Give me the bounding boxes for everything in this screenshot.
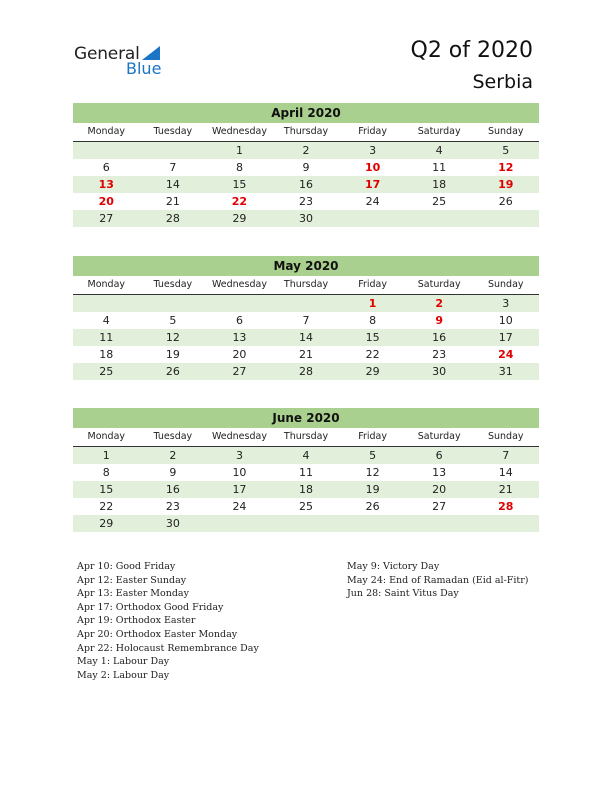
holiday-entry: Apr 20: Orthodox Easter Monday	[77, 628, 238, 640]
day-cell: 5	[369, 449, 377, 462]
week-row	[73, 159, 539, 176]
day-cell: 24	[232, 500, 247, 513]
holiday-day-cell: 2	[435, 297, 443, 310]
logo-triangle-icon	[142, 46, 160, 60]
day-cell: 20	[232, 348, 247, 361]
day-cell	[140, 142, 207, 159]
holiday-entry: Apr 10: Good Friday	[77, 561, 176, 572]
day-cell: 6	[102, 161, 110, 174]
holiday-day-cell: 19	[498, 178, 514, 191]
day-cell	[73, 295, 140, 312]
day-cell: 11	[432, 161, 447, 174]
holiday-entry: Apr 13: Easter Monday	[77, 588, 189, 600]
day-cell: 16	[432, 331, 447, 344]
day-cell	[140, 295, 207, 312]
day-cell: 30	[165, 517, 180, 530]
day-cell: 23	[165, 500, 180, 513]
day-cell: 27	[432, 500, 447, 513]
week-row	[73, 193, 539, 210]
day-cell: 18	[432, 178, 447, 191]
day-cell: 23	[432, 348, 447, 361]
holiday-entry: Apr 12: Easter Sunday	[77, 574, 187, 586]
day-cell: 2	[169, 449, 177, 462]
holiday-entry: May 2: Labour Day	[77, 669, 170, 681]
day-cell	[73, 142, 140, 159]
logo-text-blue: Blue	[126, 59, 162, 78]
holiday-entry: Jun 28: Saint Vitus Day	[347, 588, 459, 600]
week-row	[73, 329, 539, 346]
day-cell: 4	[302, 449, 310, 462]
month-title: April 2020	[73, 103, 539, 123]
day-cell: 2	[302, 144, 310, 157]
holiday-day-cell: 12	[498, 161, 514, 174]
holiday-day-cell: 17	[364, 178, 381, 191]
day-cell	[406, 210, 473, 227]
holiday-entry: May 9: Victory Day	[347, 561, 440, 572]
day-cell: 14	[165, 178, 180, 191]
week-row	[73, 481, 539, 498]
day-cell: 26	[498, 195, 513, 208]
day-cell: 25	[299, 500, 314, 513]
day-cell: 3	[502, 297, 510, 310]
day-cell: 13	[232, 331, 247, 344]
week-row	[73, 312, 539, 329]
day-cell: 13	[432, 466, 447, 479]
day-cell	[339, 210, 406, 227]
day-cell: 22	[99, 500, 114, 513]
day-cell: 8	[235, 161, 243, 174]
day-cell: 27	[99, 212, 114, 225]
day-cell: 4	[435, 144, 443, 157]
weekday-header-row	[73, 123, 539, 142]
day-cell: 16	[299, 178, 314, 191]
week-row	[73, 176, 539, 193]
day-cell	[273, 515, 340, 532]
holiday-list-right	[347, 560, 528, 601]
holiday-day-cell: 22	[231, 195, 248, 208]
day-cell: 7	[502, 449, 510, 462]
day-cell: 12	[165, 331, 180, 344]
weekday-label: Wednesday	[211, 126, 267, 137]
weekday-header-row	[73, 428, 539, 447]
week-row	[73, 464, 539, 481]
day-cell: 5	[502, 144, 510, 157]
day-cell: 26	[365, 500, 380, 513]
day-cell: 29	[99, 517, 114, 530]
day-cell: 15	[232, 178, 247, 191]
weekday-label: Wednesday	[211, 279, 267, 290]
day-cell: 3	[369, 144, 377, 157]
day-cell: 14	[498, 466, 513, 479]
weekday-header-row	[73, 276, 539, 295]
weekday-label: Sunday	[487, 126, 524, 137]
weekday-label: Saturday	[417, 431, 461, 442]
weekday-label: Tuesday	[153, 126, 193, 137]
day-cell: 28	[299, 365, 314, 378]
weekday-label: Thursday	[283, 279, 329, 290]
country-name: Serbia	[472, 71, 533, 93]
holiday-day-cell: 24	[498, 348, 514, 361]
day-cell: 16	[165, 483, 180, 496]
day-cell	[472, 515, 539, 532]
holiday-entry: May 24: End of Ramadan (Eid al-Fitr)	[347, 574, 529, 586]
holiday-entry: May 1: Labour Day	[77, 656, 170, 668]
holiday-day-cell: 13	[98, 178, 114, 191]
day-cell: 6	[235, 314, 243, 327]
holiday-day-cell: 9	[435, 314, 443, 327]
week-row	[73, 142, 539, 159]
day-cell: 19	[165, 348, 180, 361]
day-cell: 11	[299, 466, 314, 479]
day-cell	[339, 515, 406, 532]
day-cell: 25	[99, 365, 114, 378]
weekday-label: Friday	[358, 431, 387, 442]
week-row	[73, 515, 539, 532]
weekday-label: Monday	[87, 431, 126, 442]
day-cell: 21	[498, 483, 513, 496]
month-title: May 2020	[73, 256, 539, 276]
day-cell: 24	[365, 195, 380, 208]
holiday-day-cell: 1	[368, 297, 377, 310]
weekday-label: Monday	[87, 279, 126, 290]
weekday-label: Tuesday	[153, 279, 193, 290]
weekday-label: Thursday	[283, 431, 329, 442]
week-row	[73, 346, 539, 363]
day-cell: 6	[435, 449, 443, 462]
day-cell: 11	[99, 331, 114, 344]
logo-text-general: General	[74, 44, 140, 64]
week-row	[73, 498, 539, 515]
day-cell: 18	[99, 348, 114, 361]
day-cell: 31	[498, 365, 513, 378]
holiday-day-cell: 28	[498, 500, 514, 513]
day-cell	[472, 210, 539, 227]
day-cell: 8	[102, 466, 110, 479]
day-cell: 8	[369, 314, 377, 327]
day-cell	[406, 515, 473, 532]
day-cell: 20	[432, 483, 447, 496]
day-cell: 27	[232, 365, 247, 378]
day-cell: 9	[169, 466, 177, 479]
month-calendar	[73, 103, 539, 227]
day-cell: 17	[498, 331, 513, 344]
day-cell: 10	[232, 466, 247, 479]
month-calendar	[73, 256, 539, 380]
page-title: Q2 of 2020	[410, 38, 533, 63]
weekday-label: Sunday	[487, 431, 524, 442]
logo	[74, 44, 184, 78]
day-cell: 9	[302, 161, 310, 174]
day-cell: 15	[365, 331, 380, 344]
holiday-day-cell: 10	[364, 161, 381, 174]
day-cell: 23	[299, 195, 314, 208]
weekday-label: Monday	[87, 126, 126, 137]
holiday-entry: Apr 19: Orthodox Easter	[77, 615, 196, 627]
day-cell: 28	[165, 212, 180, 225]
weekday-label: Friday	[358, 126, 387, 137]
holiday-day-cell: 20	[98, 195, 114, 208]
weekday-label: Tuesday	[153, 431, 193, 442]
month-calendar	[73, 408, 539, 532]
day-cell: 19	[365, 483, 380, 496]
day-cell: 26	[165, 365, 180, 378]
day-cell: 7	[302, 314, 310, 327]
week-row	[73, 363, 539, 380]
day-cell: 30	[432, 365, 447, 378]
day-cell	[206, 295, 273, 312]
weekday-label: Thursday	[283, 126, 329, 137]
day-cell: 22	[365, 348, 380, 361]
day-cell: 18	[299, 483, 314, 496]
day-cell: 4	[102, 314, 110, 327]
day-cell: 1	[235, 144, 243, 157]
day-cell: 29	[232, 212, 247, 225]
day-cell: 3	[235, 449, 243, 462]
weekday-label: Friday	[358, 279, 387, 290]
day-cell: 25	[432, 195, 447, 208]
weekday-label: Saturday	[417, 126, 461, 137]
weekday-label: Sunday	[487, 279, 524, 290]
day-cell: 10	[498, 314, 513, 327]
holiday-entry: Apr 17: Orthodox Good Friday	[77, 601, 224, 613]
day-cell	[206, 515, 273, 532]
day-cell: 14	[299, 331, 314, 344]
day-cell: 1	[102, 449, 110, 462]
week-row	[73, 447, 539, 464]
day-cell: 30	[299, 212, 314, 225]
month-title: June 2020	[73, 408, 539, 428]
holiday-list-left	[77, 560, 259, 682]
day-cell: 12	[365, 466, 380, 479]
holiday-entry: Apr 22: Holocaust Remembrance Day	[77, 642, 259, 654]
week-row	[73, 295, 539, 312]
day-cell: 5	[169, 314, 177, 327]
day-cell	[273, 295, 340, 312]
day-cell: 17	[232, 483, 247, 496]
day-cell: 21	[299, 348, 314, 361]
day-cell: 29	[365, 365, 380, 378]
day-cell: 15	[99, 483, 114, 496]
week-row	[73, 210, 539, 227]
weekday-label: Wednesday	[211, 431, 267, 442]
day-cell: 7	[169, 161, 177, 174]
day-cell: 21	[165, 195, 180, 208]
weekday-label: Saturday	[417, 279, 461, 290]
